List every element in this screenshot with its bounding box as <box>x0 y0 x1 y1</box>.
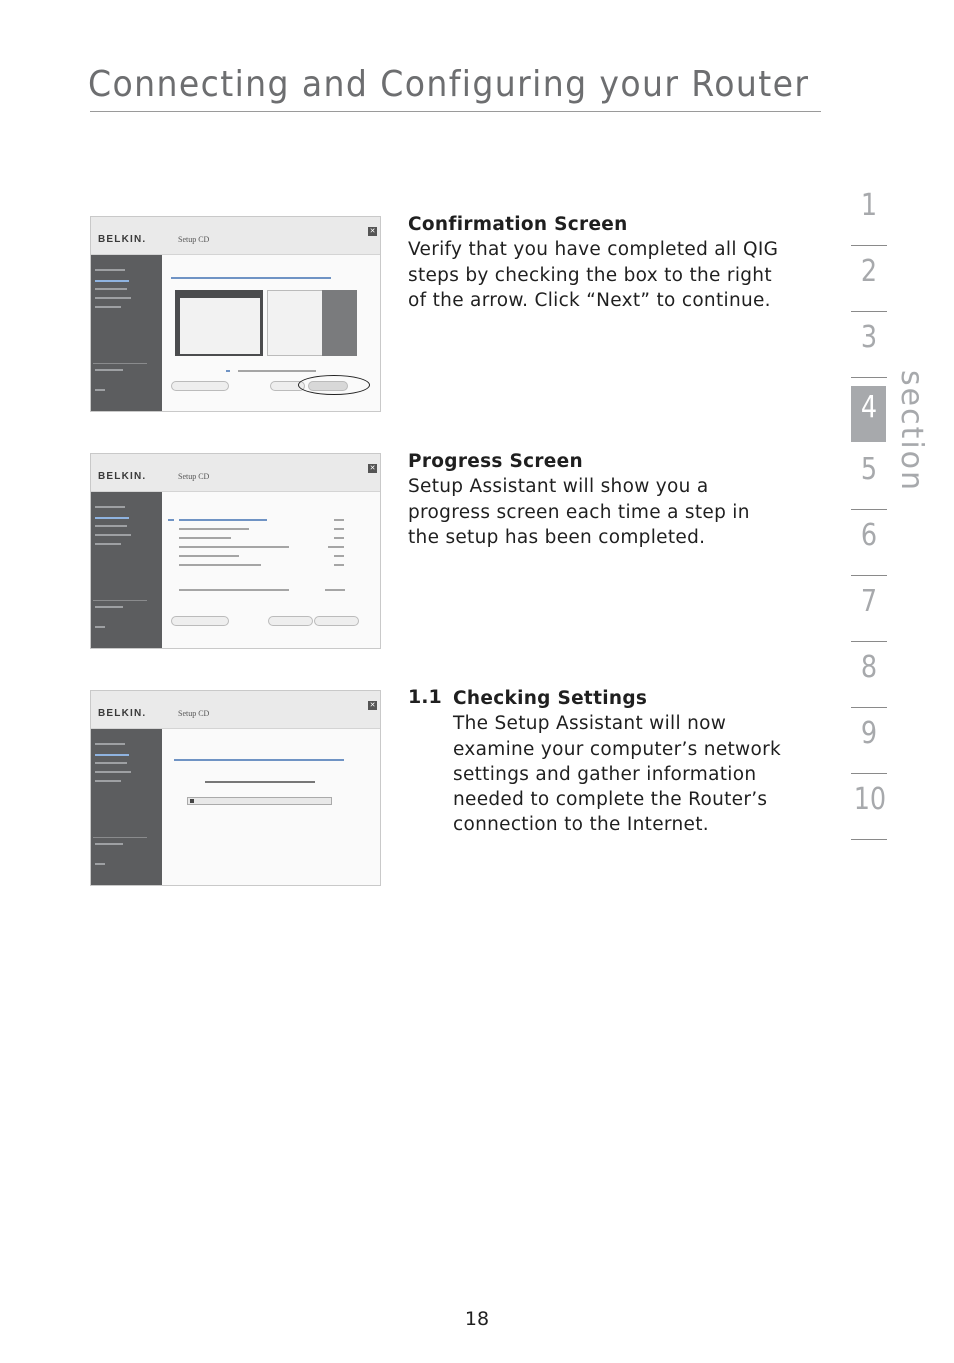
belkin-logo: BELKIN. <box>98 234 147 245</box>
text-line: examine your computer’s network <box>453 738 782 760</box>
exit-assistant-button[interactable] <box>171 381 229 391</box>
section-item-1[interactable]: 1 <box>851 180 887 246</box>
step-number: 1.1 <box>408 686 442 708</box>
confirmation-screen-image <box>90 216 381 412</box>
section-item-6[interactable]: 6 <box>851 510 887 576</box>
text-line: of the arrow. Click “Next” to continue. <box>408 289 771 311</box>
checking-settings-heading: Checking Settings <box>453 688 648 709</box>
text-line: progress screen each time a step in <box>408 501 750 523</box>
title-rule <box>90 111 821 112</box>
belkin-logo: BELKIN. <box>98 471 147 482</box>
text-line: Setup Assistant will show you a <box>408 476 709 498</box>
next-button[interactable] <box>314 616 359 626</box>
close-icon: ✕ <box>369 465 376 472</box>
setup-cd-label: Setup CD <box>178 472 210 481</box>
text-line: the setup has been completed. <box>408 526 706 548</box>
checking-settings-text <box>453 686 781 838</box>
exit-assistant-button[interactable] <box>171 616 229 626</box>
section-item-7[interactable]: 7 <box>851 576 887 642</box>
progress-screen-text <box>408 449 750 550</box>
setup-cd-label: Setup CD <box>178 235 210 244</box>
section-item-8[interactable]: 8 <box>851 642 887 708</box>
section-index <box>851 180 887 840</box>
section-item-4-active[interactable]: 4 <box>851 378 887 444</box>
confirmation-screen-heading: Confirmation Screen <box>408 214 628 235</box>
checking-settings-image <box>90 690 381 886</box>
progress-screen-image <box>90 453 381 649</box>
text-line: steps by checking the box to the right <box>408 264 772 286</box>
close-icon: ✕ <box>369 702 376 709</box>
text-line: needed to complete the Router’s <box>453 789 768 811</box>
progress-screen-heading: Progress Screen <box>408 451 583 472</box>
text-line: Verify that you have completed all QIG <box>408 239 779 261</box>
belkin-logo: BELKIN. <box>98 708 147 719</box>
confirmation-screen-text <box>408 212 778 313</box>
back-button[interactable] <box>268 616 313 626</box>
page-title: Connecting and Configuring your Router <box>88 64 810 105</box>
section-item-9[interactable]: 9 <box>851 708 887 774</box>
next-highlight-ellipse <box>298 375 370 395</box>
setup-cd-label: Setup CD <box>178 709 210 718</box>
section-item-3[interactable]: 3 <box>851 312 887 378</box>
section-item-2[interactable]: 2 <box>851 246 887 312</box>
text-line: The Setup Assistant will now <box>453 713 727 735</box>
text-line: settings and gather information <box>453 763 757 785</box>
progress-bar <box>187 797 332 805</box>
section-item-10[interactable]: 10 <box>851 774 887 840</box>
text-line: connection to the Internet. <box>453 814 709 836</box>
page-number: 18 <box>464 1308 490 1330</box>
section-item-5[interactable]: 5 <box>851 444 887 510</box>
close-icon: ✕ <box>369 228 376 235</box>
section-label: section <box>894 370 929 493</box>
